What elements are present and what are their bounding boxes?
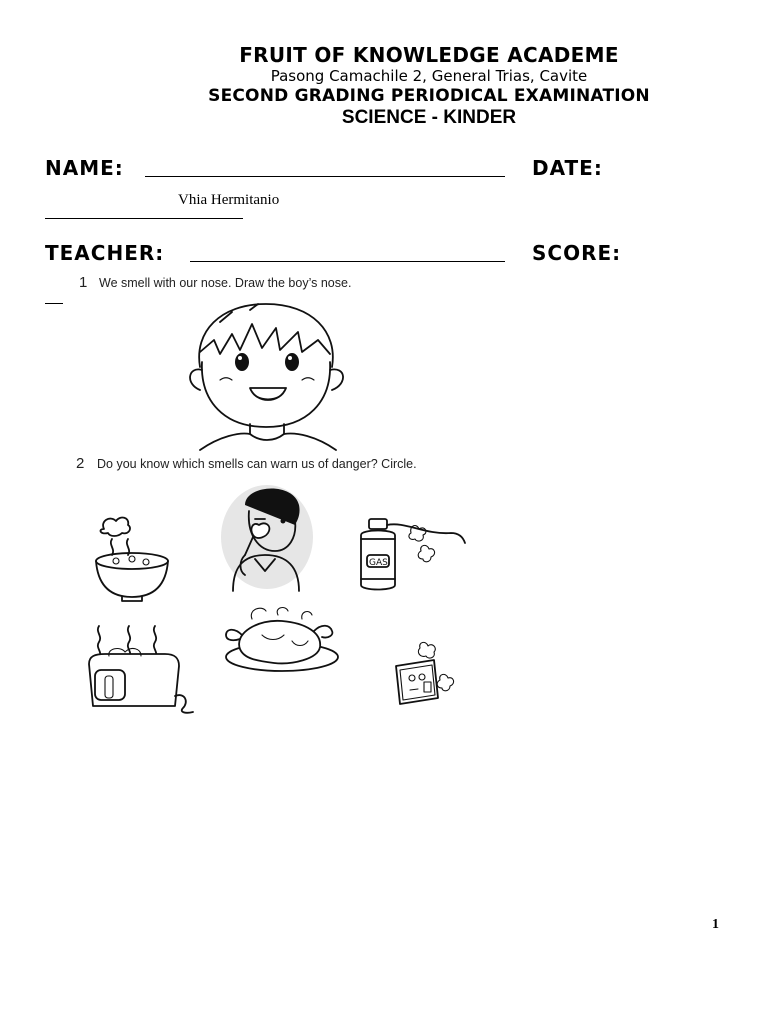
subject-title: SCIENCE - KINDER bbox=[341, 107, 517, 128]
boy-face-illustration bbox=[180, 292, 360, 452]
soup-bowl-illustration bbox=[92, 515, 172, 603]
score-label: SCORE: bbox=[532, 241, 622, 265]
boy-covering-nose-illustration bbox=[215, 475, 315, 593]
score-line bbox=[45, 303, 63, 304]
question-1-text: We smell with our nose. Draw the boy’s nose. bbox=[99, 276, 352, 290]
toaster-illustration bbox=[85, 622, 195, 717]
school-address: Pasong Camachile 2, General Trias, Cavite bbox=[270, 67, 588, 85]
question-1-number: 1 bbox=[79, 274, 88, 291]
name-label: NAME: bbox=[45, 156, 124, 180]
gas-label: GAS bbox=[369, 558, 388, 568]
question-2-number: 2 bbox=[76, 455, 85, 472]
exam-title: SECOND GRADING PERIODICAL EXAMINATION bbox=[208, 86, 650, 106]
school-name: FRUIT OF KNOWLEDGE ACADEME bbox=[239, 43, 619, 67]
teacher-line bbox=[190, 261, 505, 262]
name-line bbox=[145, 176, 505, 177]
date-line bbox=[45, 218, 243, 219]
electric-outlet-illustration bbox=[390, 640, 460, 710]
teacher-label: TEACHER: bbox=[45, 241, 165, 265]
roast-chicken-illustration bbox=[222, 605, 342, 675]
question-2-text: Do you know which smells can warn us of danger? Circle. bbox=[97, 457, 417, 471]
date-label: DATE: bbox=[532, 156, 603, 180]
gas-tank-illustration bbox=[355, 515, 470, 595]
student-name: Vhia Hermitanio bbox=[178, 192, 280, 208]
page-number: 1 bbox=[712, 917, 719, 932]
